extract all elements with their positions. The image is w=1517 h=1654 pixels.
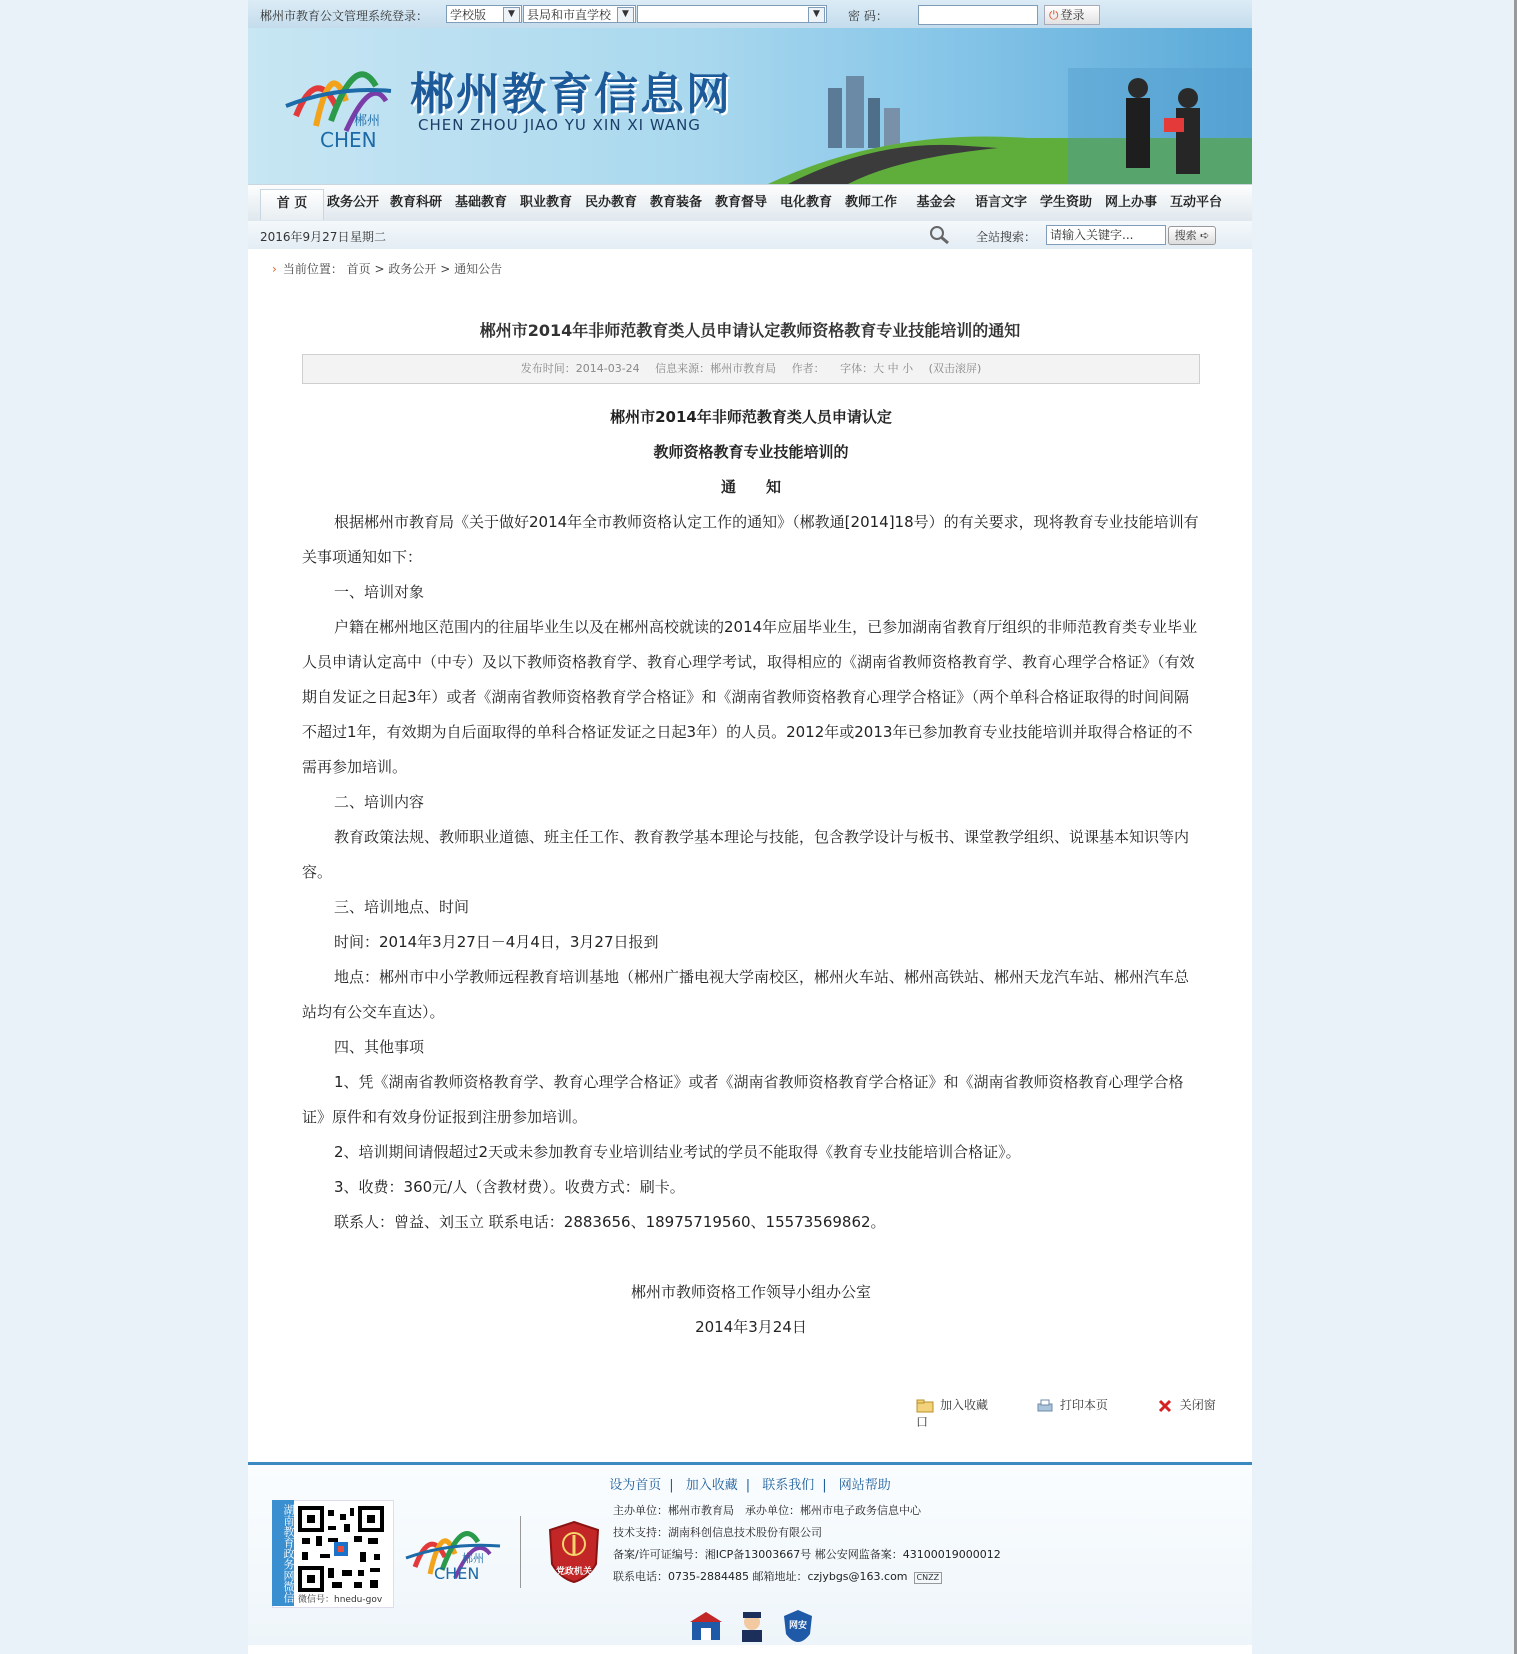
site-title: 郴州教育信息网 (410, 69, 732, 120)
gov-badge[interactable] (548, 1520, 600, 1584)
login-button-label: 登录 (1060, 8, 1085, 22)
footer-icp: 备案/许可证编号：湘ICP备13003667号 郴公安网监备案：43100019000012 (613, 1548, 1001, 1561)
chevron-down-icon: ▼ (808, 7, 825, 23)
net-security-label: 网安 (788, 1621, 807, 1631)
password-input[interactable] (918, 5, 1038, 25)
close-window-label: 关闭窗口 (916, 1398, 1216, 1429)
paragraph: 教育政策法规、教师职业道德、班主任工作、教育教学基本理论与技能，包含教学设计与板书、课堂教学组织、说课基本知识等内容。 (302, 828, 1190, 881)
arrow-right-icon: ➪ (1200, 229, 1210, 242)
footer-links: 设为首页 | 加入收藏 | 联系我们 | 网站帮助 (609, 1478, 891, 1493)
article-title: 郴州市2014年非师范教育类人员申请认定教师资格教育专业技能培训的通知 (479, 321, 1021, 340)
close-icon (1156, 1399, 1174, 1413)
folder-icon (916, 1399, 934, 1413)
breadcrumb-gov-affairs[interactable]: 政务公开 (388, 262, 437, 276)
spacer (302, 1240, 1200, 1275)
printer-icon (1036, 1399, 1054, 1413)
nav-item-equipment[interactable]: 教育装备 (649, 195, 702, 210)
nav-item-home[interactable]: 首 页 (260, 189, 324, 220)
type-select[interactable] (446, 5, 522, 23)
nav-item-online[interactable]: 网上办事 (1104, 195, 1157, 210)
chevron-down-icon: ▼ (617, 7, 634, 23)
chevron-down-icon: ▼ (503, 7, 520, 23)
nav-item-vocational[interactable]: 职业教育 (519, 195, 572, 210)
print-label: 打印本页 (1059, 1398, 1108, 1412)
paragraph: 1、凭《湖南省教师资格教育学、教育心理学合格证》或者《湖南省教师资格教育学合格证》和《湖南省教师资格教育心理学合格证》原件和有效身份证报到注册参加培训。 (302, 1073, 1184, 1126)
paragraph: 地点：郴州市中小学教师远程教育培训基地（郴州广播电视大学南校区，郴州火车站、郴州高铁站、郴州天龙汽车站、郴州汽车总站均有公交车直达）。 (302, 968, 1190, 1021)
date-search-bar (248, 221, 1252, 249)
login-bar (248, 0, 1252, 28)
add-favorite-button[interactable] (916, 1398, 1010, 1412)
nav-item-private[interactable]: 民办教育 (584, 195, 637, 210)
footer-support: 技术支持：湖南科创信息技术股份有限公司 (613, 1526, 822, 1539)
print-button[interactable] (1036, 1398, 1130, 1412)
breadcrumb-notice[interactable]: 通知公告 (454, 262, 503, 276)
cnzz-badge[interactable]: CNZZ (914, 1572, 943, 1584)
qr-side-label: 湖南教育政务网微信 (272, 1500, 294, 1606)
footer-contact-text: 联系电话：0735-2884485 邮箱地址：czjybgs@163.com (613, 1570, 908, 1583)
logo-text: CHEN (320, 128, 377, 152)
banner-illustration (768, 68, 1252, 184)
gov-badge-label: 党政机关 (555, 1567, 592, 1577)
nav-item-e-edu[interactable]: 电化教育 (779, 195, 832, 210)
type-select-value: 学校版 (450, 8, 487, 22)
add-favorite-label: 加入收藏 (940, 1398, 989, 1412)
article-heading-1: 郴州市2014年非师范教育类人员申请认定 (610, 408, 892, 426)
region-select-value: 县局和市直学校 (527, 8, 612, 22)
power-icon: ⏻ (1049, 8, 1059, 22)
password-label: 密 码： (848, 9, 888, 23)
nav-item-language[interactable]: 语言文字 (974, 195, 1027, 210)
paragraph: 时间：2014年3月27日－4月4日，3月27日报到 (334, 933, 659, 951)
nav-item-research[interactable]: 教育科研 (389, 195, 442, 210)
chevron-right-icon: › (272, 262, 277, 276)
search-label: 全站搜索： (976, 230, 1037, 244)
footer-link-homepage[interactable]: 设为首页 (609, 1478, 662, 1493)
nav-item-interact[interactable]: 互动平台 (1169, 195, 1222, 210)
qr-caption: 微信号：hnedu-gov (298, 1595, 383, 1605)
sign-date: 2014年3月24日 (695, 1318, 807, 1336)
site-banner (248, 28, 1252, 184)
current-date: 2016年9月27日 (260, 230, 350, 244)
article-meta (302, 354, 1200, 384)
footer-logo-small-text: 郴州 (462, 1552, 484, 1565)
sign-org: 郴州市教师资格工作领导小组办公室 (630, 1283, 871, 1301)
police-officer-icon[interactable] (734, 1608, 770, 1644)
paragraph: 一、培训对象 (334, 583, 425, 601)
paragraph: 户籍在郴州地区范围内的往届毕业生以及在郴州高校就读的2014年应届毕业生，已参加湖南省教育厅组织的非师范教育类专业毕业人员申请认定高中（中专）及以下教师资格教育学、教育心理学考试，取得相应的《湖南省教师资格教育学、教育心理学合格证》（有效期自发证之日起3年）或者《湖南省教师资格教育学合格证》和《湖南省教师资格教育心理学合格证》（两个单科合格证取得的时间间隔不超过1年，有效期为自后面取得的单科合格证发证之日起3年）的人员。2012年或2013年已参加教育专业技能培训并取得合格证的不需再参加培训。 (302, 618, 1198, 776)
paragraph: 二、培训内容 (334, 793, 425, 811)
paragraph: 根据郴州市教育局《关于做好2014年全市教师资格认定工作的通知》（郴教通[2014]18号）的有关要求，现将教育专业技能培训有关事项通知如下： (302, 513, 1199, 566)
search-button[interactable] (1168, 226, 1216, 245)
scroll-hint: (双击滚屏) (928, 362, 982, 375)
nav-item-basic-edu[interactable]: 基础教育 (454, 195, 507, 210)
footer-contact (613, 1566, 1001, 1588)
article-heading-2: 教师资格教育专业技能培训的 (653, 443, 849, 461)
nav-item-teacher[interactable]: 教师工作 (844, 195, 897, 210)
main-nav (248, 184, 1252, 222)
police-station-icon[interactable] (688, 1608, 724, 1644)
nav-item-inspection[interactable]: 教育督导 (714, 195, 767, 210)
search-icon (928, 225, 950, 245)
login-label: 郴州市教育公文管理系统登录： (260, 9, 429, 23)
login-button[interactable] (1044, 5, 1100, 25)
info-source: 信息来源：郴州市教育局 (655, 362, 777, 375)
current-weekday: 星期二 (350, 230, 387, 244)
footer-info (613, 1500, 1001, 1588)
article-heading-3: 通 知 (720, 478, 781, 496)
page-container (248, 0, 1252, 1654)
paragraph: 四、其他事项 (334, 1038, 425, 1056)
nav-item-fund[interactable]: 基金会 (916, 195, 956, 210)
article-body (302, 400, 1200, 1345)
logo-small-text: 郴州 (354, 114, 381, 129)
region-select[interactable] (523, 5, 636, 23)
search-input[interactable]: 请输入关键字... (1046, 225, 1166, 245)
breadcrumb-label: 当前位置： (282, 262, 343, 276)
nav-item-gov-affairs[interactable]: 政务公开 (326, 195, 379, 210)
nav-item-aid[interactable]: 学生资助 (1039, 195, 1092, 210)
paragraph: 三、培训地点、时间 (334, 898, 470, 916)
breadcrumb: › 当前位置： 首页 > 政务公开 > 通知公告 (272, 262, 503, 276)
qr-code-icon (298, 1506, 384, 1592)
article-tools (916, 1396, 1252, 1430)
footer-host: 主办单位：郴州市教育局 承办单位：郴州市电子政务信息中心 (613, 1504, 921, 1517)
publish-time: 发布时间：2014-03-24 (520, 362, 640, 375)
search-button-label: 搜索 (1174, 229, 1197, 242)
school-select[interactable] (637, 5, 827, 23)
footer-divider (248, 1462, 1252, 1465)
footer-link-favorite[interactable]: 加入收藏 (685, 1478, 738, 1493)
paragraph: 3、收费：360元/人（含教材费）。收费方式：刷卡。 (334, 1178, 685, 1196)
font-size-switch[interactable]: 字体：大 中 小 (840, 362, 914, 375)
footer-logo-text: CHEN (434, 1564, 480, 1583)
author: 作者： (791, 362, 825, 375)
paragraph: 2、培训期间请假超过2天或未参加教育专业培训结业考试的学员不能取得《教育专业技能培训合格证》。 (334, 1143, 1021, 1161)
footer-link-help[interactable]: 网站帮助 (838, 1478, 891, 1493)
site-subtitle: CHEN ZHOU JIAO YU XIN XI WANG (418, 116, 701, 134)
footer-vertical-divider (520, 1516, 521, 1588)
footer-link-contact[interactable]: 联系我们 (762, 1478, 815, 1493)
paragraph: 联系人：曾益、刘玉立 联系电话：2883656、18975719560、15573569862。 (334, 1213, 886, 1231)
breadcrumb-home[interactable]: 首页 (346, 262, 371, 276)
